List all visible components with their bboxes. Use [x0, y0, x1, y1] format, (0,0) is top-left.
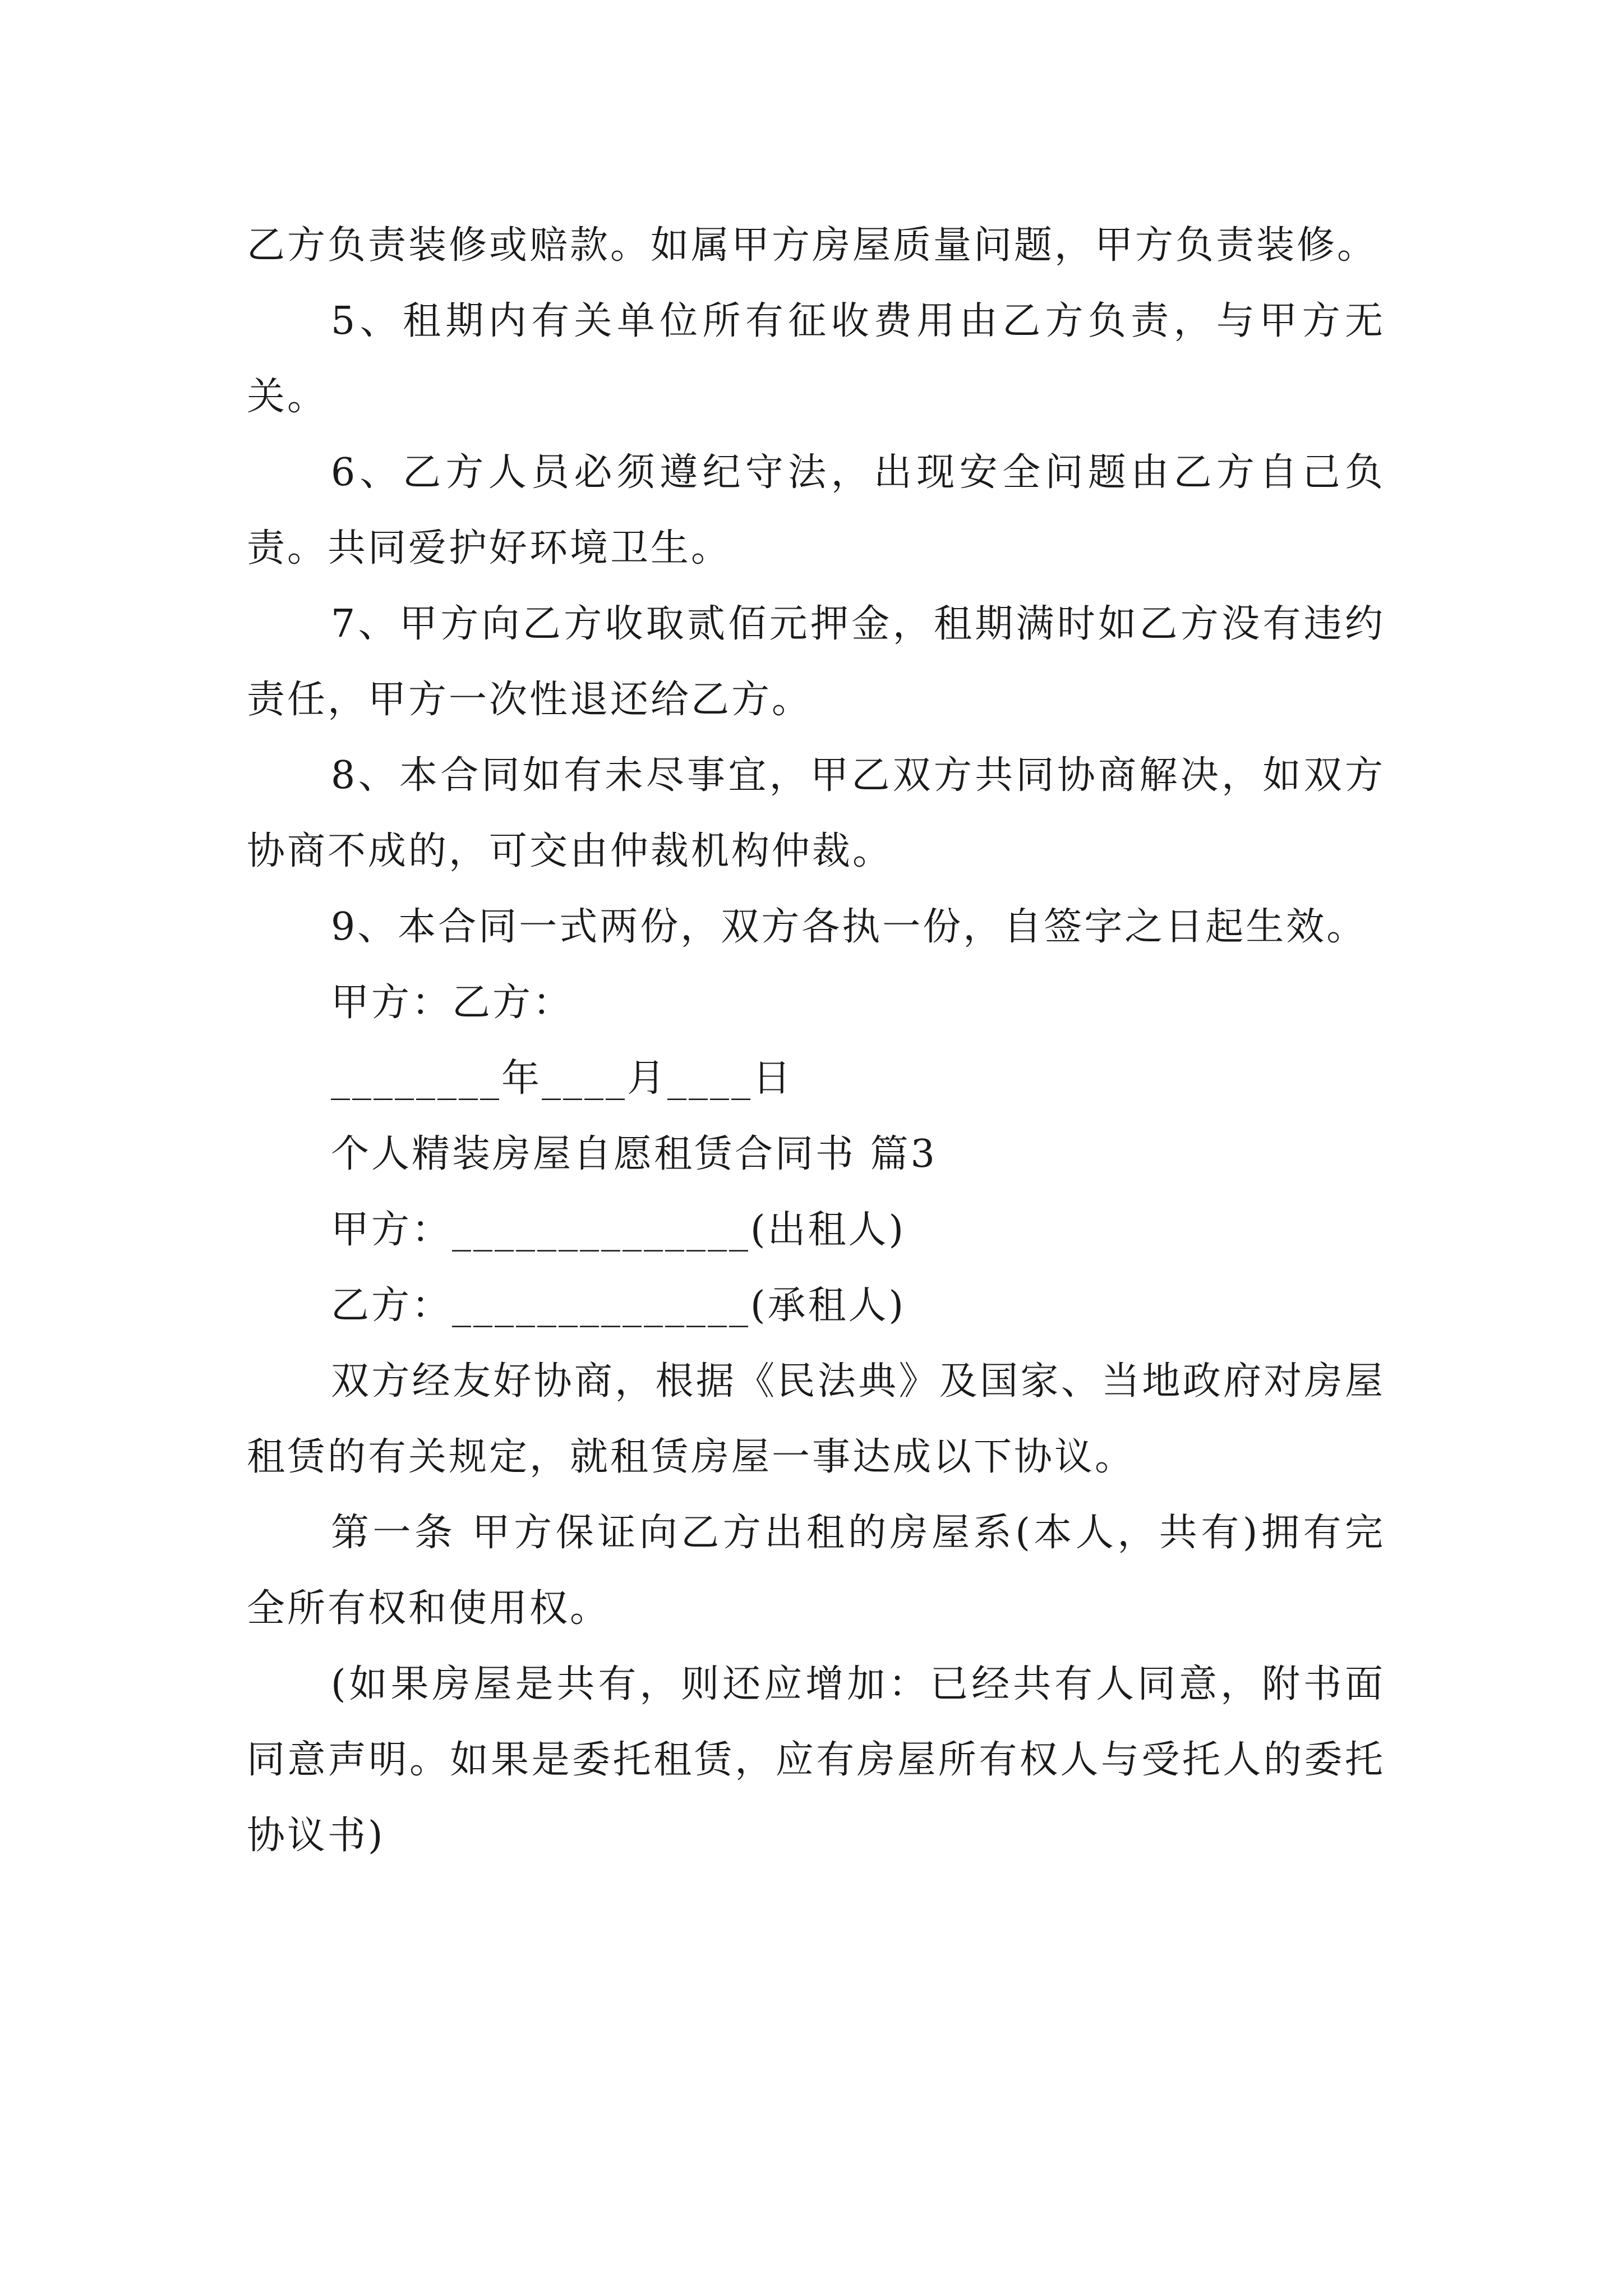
paragraph-clause-5: 5、租期内有关单位所有征收费用由乙方负责，与甲方无关。 [247, 299, 1385, 419]
date-line: ________年____月____日 [331, 1056, 794, 1101]
paragraph-note: (如果房屋是共有，则还应增加：已经共有人同意，附书面同意声明。如果是委托租赁，应有房屋所有权人与受托人的委托协议书) [247, 1662, 1385, 1858]
paragraph-clause-6: 6、乙方人员必须遵纪守法，出现安全问题由乙方自己负责。共同爱护好环境卫生。 [247, 450, 1385, 570]
paragraph-intro: 双方经友好协商，根据《民法典》及国家、当地政府对房屋租赁的有关规定，就租赁房屋一事达成以下协议。 [247, 1359, 1385, 1479]
paragraph-article-1: 第一条 甲方保证向乙方出租的房屋系(本人，共有)拥有完全所有权和使用权。 [247, 1511, 1385, 1631]
signature-line: 甲方：乙方： [331, 981, 574, 1025]
section-title: 个人精装房屋自愿租赁合同书 篇3 [331, 1132, 937, 1176]
paragraph: 乙方负责装修或赔款。如属甲方房屋质量问题，甲方负责装修。 [247, 223, 1378, 268]
paragraph-clause-8: 8、本合同如有未尽事宜，甲乙双方共同协商解决，如双方协商不成的，可交由仲裁机构仲裁。 [247, 753, 1385, 873]
party-a-line: 甲方：______________(出租人) [331, 1208, 906, 1252]
party-b-line: 乙方：______________(承租人) [331, 1283, 906, 1328]
document-body [247, 208, 1385, 1874]
paragraph-clause-7: 7、甲方向乙方收取贰佰元押金，租期满时如乙方没有违约责任，甲方一次性退还给乙方。 [247, 602, 1385, 722]
paragraph-clause-9: 9、本合同一式两份，双方各执一份，自签字之日起生效。 [331, 905, 1367, 949]
